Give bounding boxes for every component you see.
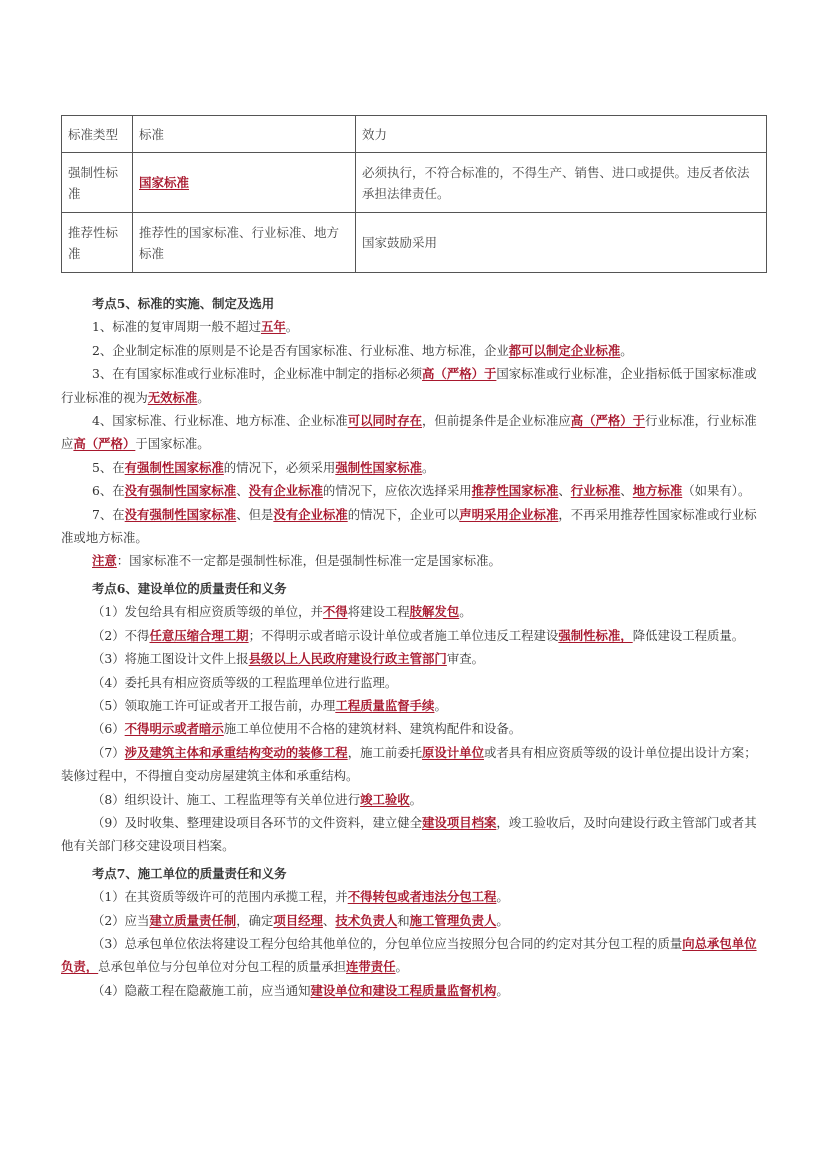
text-segment: 、 <box>558 483 571 499</box>
text-segment: 或者具有相应资质等级的设计单位提出设计方案；装修过程中，不得擅自变动房屋建筑主体和承重结构。 <box>61 744 757 784</box>
list-item <box>61 788 760 811</box>
text-segment: ，不再采用推荐性国家标准或行业标准或地方标准。 <box>61 506 757 546</box>
text-segment: ；不得明示或者暗示设计单位或者施工单位违反工程建设 <box>248 627 559 643</box>
text-segment: 2、企业制定标准的原则是不论是否有国家标准、行业标准、地方标准，企业 <box>92 342 509 358</box>
highlight-term: 无效标准 <box>147 389 198 405</box>
text-segment: 于国家标准。 <box>135 436 210 452</box>
highlight-term: 有强制性国家标准 <box>124 459 224 475</box>
list-item <box>61 885 760 908</box>
list-item <box>61 624 760 647</box>
highlight-term: 施工管理负责人 <box>409 912 497 928</box>
highlight-term: 向总承包单位负责， <box>61 935 757 975</box>
table-row <box>62 213 767 273</box>
highlight-term: 五年 <box>260 319 286 335</box>
list-item <box>61 362 760 409</box>
text-segment: 、 <box>236 483 249 499</box>
highlight-term: 没有强制性国家标准 <box>124 483 237 499</box>
cell-type: 推荐性标准 <box>62 213 133 273</box>
text-segment: （1）在其资质等级许可的范围内承揽工程，并 <box>92 889 348 905</box>
highlight-term: 建设单位和建设工程质量监督机构 <box>310 982 497 998</box>
highlight-term: 都可以制定企业标准 <box>508 342 621 358</box>
text-segment: （2）应当 <box>92 912 150 928</box>
highlight-term: 高（严格） <box>73 436 136 452</box>
text-segment: （8）组织设计、施工、工程监理等有关单位进行 <box>92 791 361 807</box>
list-item <box>61 741 760 788</box>
text-segment: 。 <box>496 912 509 928</box>
text-segment: （4）委托具有相应资质等级的工程监理单位进行监理。 <box>92 674 398 690</box>
text-segment: 的情况下，应依次选择采用 <box>322 483 472 499</box>
list-item <box>61 647 760 670</box>
text-segment: 6、在 <box>92 483 125 499</box>
list-item <box>61 811 760 858</box>
text-segment: （9）及时收集、整理建设项目各环节的文件资料，建立健全 <box>92 814 423 830</box>
highlight-term: 工程质量监督手续 <box>335 697 435 713</box>
text-segment: 的情况下，企业可以 <box>347 506 460 522</box>
list-item <box>61 979 760 1002</box>
list-item <box>61 694 760 717</box>
text-segment: 1、标准的复审周期一般不超过 <box>92 319 261 335</box>
highlight-term: 项目经理 <box>273 912 323 928</box>
highlight-term: 注意 <box>92 553 117 569</box>
text-segment: 、但是 <box>236 506 274 522</box>
text-segment: 。 <box>197 389 210 405</box>
section-heading: 考点6、建设单位的质量责任和义务 <box>92 580 287 596</box>
highlight-term: 没有企业标准 <box>248 483 323 499</box>
highlight-term: 建立质量责任制 <box>149 912 237 928</box>
highlight-term: 可以同时存在 <box>347 413 423 429</box>
text-segment: 7、在 <box>92 506 125 522</box>
text-segment: 、 <box>322 912 336 928</box>
list-item <box>61 549 760 572</box>
highlight-term: 高（严格）于 <box>570 413 646 429</box>
text-segment: 行业标准，行业标准应 <box>61 413 757 452</box>
text-segment: 。 <box>620 342 633 358</box>
text-segment: 和 <box>397 912 410 928</box>
text-segment: 。 <box>459 604 472 620</box>
text-segment: 。 <box>395 959 408 975</box>
text-segment: ，确定 <box>236 912 274 928</box>
text-segment: 。 <box>496 889 509 905</box>
highlight-term: 不得转包或者违法分包工程 <box>347 889 497 905</box>
text-segment: （2）不得 <box>92 627 150 643</box>
text-segment: 5、在 <box>92 459 125 475</box>
list-item <box>61 409 760 456</box>
document-body <box>61 292 760 1002</box>
section-heading: 考点7、施工单位的质量责任和义务 <box>92 865 287 881</box>
list-item <box>61 717 760 740</box>
text-segment: ，施工前委托 <box>347 744 423 760</box>
list-item <box>61 479 760 502</box>
text-segment: 。 <box>285 319 299 335</box>
text-segment: （5）领取施工许可证或者开工报告前，办理 <box>92 697 336 713</box>
highlight-term: 国家标准 <box>139 175 190 190</box>
cell-effect: 国家鼓励采用 <box>356 213 767 273</box>
highlight-term: 不得 <box>322 604 348 620</box>
cell-effect: 必须执行，不符合标准的，不得生产、销售、进口或提供。违反者依法承担法律责任。 <box>356 153 767 213</box>
highlight-term: 原设计单位 <box>422 744 484 760</box>
list-item <box>61 315 760 338</box>
text-segment: 将建设工程 <box>347 604 410 620</box>
highlight-term: 强制性国家标准 <box>335 459 423 475</box>
text-segment: 。 <box>409 791 423 807</box>
highlight-term: 强制性标准， <box>558 627 633 643</box>
highlight-term: 涉及建筑主体和承重结构变动的装修工程 <box>124 744 348 760</box>
text-segment: 总承包单位与分包单位对分包工程的质量承担 <box>98 959 346 975</box>
list-item <box>61 339 760 362</box>
highlight-term: 高（严格）于 <box>422 366 497 382</box>
text-segment: （4）隐蔽工程在隐蔽施工前，应当通知 <box>92 982 311 998</box>
list-item <box>61 932 760 979</box>
list-item <box>61 671 760 694</box>
cell-type: 强制性标准 <box>62 153 133 213</box>
text-segment: 国家标准或行业标准，企业指标低于国家标准或行业标准的视为 <box>61 366 757 405</box>
text-segment: 降低建设工程质量。 <box>632 627 745 643</box>
highlight-term: 行业标准 <box>570 483 621 499</box>
list-item <box>61 503 760 550</box>
text-segment: （3）将施工图设计文件上报 <box>92 651 249 667</box>
text-segment: 。 <box>422 459 435 475</box>
text-segment: （1）发包给具有相应资质等级的单位，并 <box>92 604 323 620</box>
text-segment: （6） <box>92 721 125 737</box>
highlight-term: 没有企业标准 <box>273 506 348 522</box>
highlight-term: 建设项目档案 <box>422 814 497 830</box>
table-row <box>62 153 767 213</box>
text-segment: ，竣工验收后，及时向建设行政主管部门或者其他有关部门移交建设项目档案。 <box>61 814 757 854</box>
highlight-term: 地方标准 <box>632 483 683 499</box>
text-segment: ，但前提条件是企业标准应 <box>422 413 571 429</box>
highlight-term: 竣工验收 <box>360 791 410 807</box>
header-cell-standard: 标准 <box>133 116 356 153</box>
text-segment: 施工单位使用不合格的建筑材料、建筑构配件和设备。 <box>223 721 522 737</box>
highlight-term: 不得明示或者暗示 <box>124 721 224 737</box>
header-cell-effect: 效力 <box>356 116 767 153</box>
cell-standard <box>133 153 356 213</box>
list-item <box>61 600 760 623</box>
list-item <box>61 909 760 932</box>
table-header-row <box>62 116 767 153</box>
text-segment: 4、国家标准、行业标准、地方标准、企业标准 <box>92 413 348 429</box>
highlight-term: 技术负责人 <box>335 912 398 928</box>
header-cell-type: 标准类型 <box>62 116 133 153</box>
text-segment: （7） <box>92 744 125 760</box>
highlight-term: 县级以上人民政府建设行政主管部门 <box>248 651 447 667</box>
highlight-term: 肢解发包 <box>409 604 460 620</box>
list-item <box>61 456 760 479</box>
text-segment: 、 <box>620 483 633 499</box>
highlight-term: 任意压缩合理工期 <box>149 627 249 643</box>
text-segment: （如果有）。 <box>682 483 751 499</box>
text-segment: 。 <box>434 697 447 713</box>
text-segment: 审查。 <box>446 651 484 667</box>
text-segment: ：国家标准不一定都是强制性标准，但是强制性标准一定是国家标准。 <box>116 553 501 569</box>
cell-standard: 推荐性的国家标准、行业标准、地方标准 <box>133 213 356 273</box>
text-segment: 。 <box>496 982 509 998</box>
highlight-term: 没有强制性国家标准 <box>124 506 237 522</box>
highlight-term: 连带责任 <box>345 959 396 975</box>
highlight-term: 推荐性国家标准 <box>471 483 559 499</box>
text-segment: 3、在有国家标准或行业标准时，企业标准中制定的指标必须 <box>92 366 423 382</box>
section-heading: 考点5、标准的实施、制定及选用 <box>92 296 275 311</box>
text-segment: 的情况下，必须采用 <box>223 459 336 475</box>
standards-table <box>61 115 767 273</box>
highlight-term: 声明采用企业标准 <box>459 506 559 522</box>
text-segment: （3）总承包单位依法将建设工程分包给其他单位的，分包单位应当按照分包合同的约定对其分包工程的质量 <box>92 935 683 951</box>
